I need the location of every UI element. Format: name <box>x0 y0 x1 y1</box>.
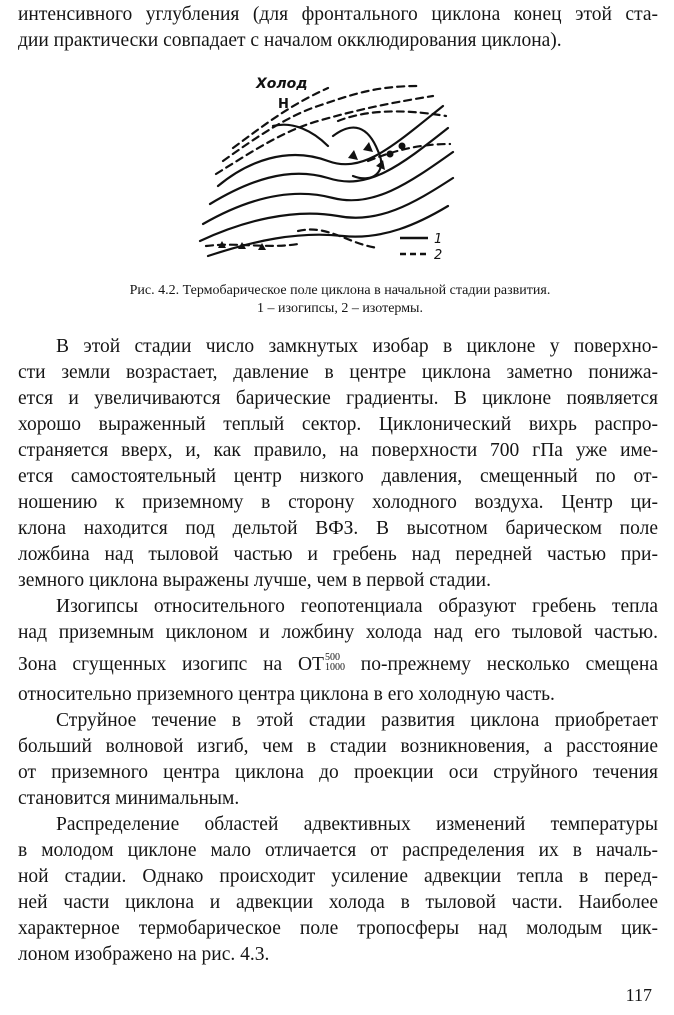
text-line: характерное термобарическое поле тропосферы над молодым цик- <box>18 918 658 939</box>
ot-fraction <box>325 653 345 673</box>
ot-line-after: по-прежнему несколько смещена <box>344 654 658 675</box>
paragraph-3 <box>18 708 658 812</box>
page-number: 117 <box>625 985 652 1005</box>
ot-symbol <box>298 648 345 682</box>
text-line: относительно приземного центра циклона в его холодную часть. <box>18 684 555 705</box>
ot-superscript: 500 <box>324 651 340 663</box>
text-line: от приземного центра циклона до проекции оси струйного течения <box>18 762 658 783</box>
text-line: Распределение областей адвективных изменений температуры <box>56 814 658 835</box>
paragraph-1 <box>18 334 658 594</box>
legend-label-2: 2 <box>434 248 443 263</box>
ot-subscript: 1000 <box>324 661 345 673</box>
legend-label-1: 1 <box>434 232 443 247</box>
text-line: земного циклона выражены лучше, чем в первой стадии. <box>18 570 491 591</box>
text-line: сти земли возрастает, давление в центре циклона заметно понижа- <box>18 362 658 383</box>
text-line: клона находится под дельтой ВФЗ. В высотном барическом поле <box>18 518 658 539</box>
text-line: страняется вверх, и, как правило, на поверхности 700 гПа уже име- <box>18 440 658 461</box>
text-line: ной стадии. Однако происходит усиление адвекции тепла в перед- <box>18 866 658 887</box>
text-line: ней части циклона и адвекции холода в тыловой части. Наиболее <box>18 892 658 913</box>
text-line: ношению к приземному в сторону холодного воздуха. Центр ци- <box>18 492 658 513</box>
label-cold: Холод <box>256 76 308 92</box>
paragraph-4 <box>18 812 658 968</box>
text-line: над приземным циклоном и ложбину холода над его тыловой частью. <box>18 622 658 643</box>
text-line: Изогипсы относительного геопотенциала образуют гребень тепла <box>56 596 658 617</box>
caption-line-2: 1 – изогипсы, 2 – изотермы. <box>257 301 423 316</box>
text-line: Струйное течение в этой стадии развития циклона приобретает <box>56 710 658 731</box>
figure-caption <box>40 282 640 318</box>
caption-line-1: Рис. 4.2. Термобарическое поле циклона в начальной стадии развития. <box>129 283 551 298</box>
text-line: в молодом циклоне мало отличается от распределения их в началь- <box>18 840 658 861</box>
text-line: ложбина над тыловой частью и гребень над передней частью при- <box>18 544 658 565</box>
ot-line-before: Зона сгущенных изогипс на <box>18 654 298 675</box>
text-line: становится минимальным. <box>18 788 240 809</box>
text-line: хорошо выраженный теплый сектор. Циклонический вихрь распро- <box>18 414 658 435</box>
text-line: лоном изображено на рис. 4.3. <box>18 944 270 965</box>
text-line: интенсивного углубления (для фронтального циклона конец этой ста- <box>18 4 658 25</box>
text-line-ot <box>18 648 658 682</box>
text-line: больший волновой изгиб, чем в стадии возникновения, а расстояние <box>18 736 658 757</box>
ot-label: ОТ <box>297 654 324 675</box>
figure-drawing <box>178 66 468 266</box>
text-line: ется самостоятельный центр низкого давления, смещенный по от- <box>18 466 658 487</box>
label-low-pressure: Н <box>278 97 289 112</box>
paragraph-2 <box>18 594 658 708</box>
figure-thermobaric-field <box>178 66 468 266</box>
text-line: ется и увеличиваются барические градиенты. В циклоне появляется <box>18 388 658 409</box>
top-paragraph <box>18 2 658 54</box>
text-line: В этой стадии число замкнутых изобар в циклоне у поверхно- <box>56 336 658 357</box>
text-line: дии практически совпадает с началом окклюдирования циклона). <box>18 30 562 51</box>
